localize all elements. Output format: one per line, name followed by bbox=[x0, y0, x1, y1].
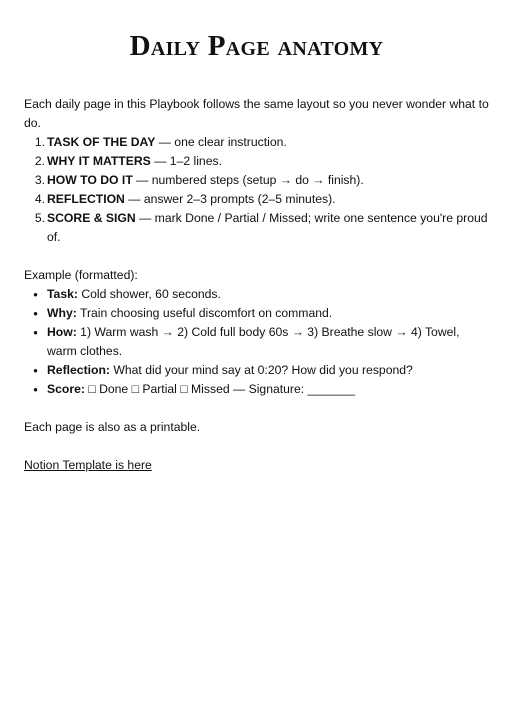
page-content bbox=[24, 95, 491, 475]
example-text: 1) Warm wash → 2) Cold full body 60s → 3) Breathe slow → 4) Towel, warm clothes. bbox=[47, 325, 460, 358]
step-text: — one clear instruction. bbox=[155, 135, 287, 149]
bullet-icon: • bbox=[33, 325, 38, 340]
example-text: □ Done □ Partial □ Missed — Signature: _______ bbox=[84, 382, 355, 396]
list-item bbox=[24, 133, 491, 152]
bullet-icon: • bbox=[33, 363, 38, 378]
list-number: 3. bbox=[34, 173, 45, 187]
step-text: — answer 2–3 prompts (2–5 minutes). bbox=[124, 192, 336, 206]
list-item bbox=[24, 323, 491, 361]
example-text: What did your mind say at 0:20? How did you respond? bbox=[109, 363, 413, 377]
step-text: — numbered steps (setup → do → finish). bbox=[132, 173, 364, 187]
list-item bbox=[24, 190, 491, 209]
page-title: Daily Page anatomy bbox=[129, 30, 384, 62]
bullet-icon: • bbox=[33, 382, 38, 397]
step-label: TASK OF THE DAY bbox=[47, 135, 156, 149]
printable-note: Each page is also as a printable. bbox=[24, 420, 201, 434]
list-number: 4. bbox=[34, 192, 45, 206]
notion-template-link[interactable]: Notion Template is here bbox=[24, 458, 152, 472]
example-label: Reflection: bbox=[47, 363, 110, 377]
step-text: — 1–2 lines. bbox=[150, 154, 222, 168]
intro-paragraph: Each daily page in this Playbook follows the same layout so you never wonder what to do. bbox=[24, 97, 489, 130]
list-item bbox=[24, 380, 491, 399]
step-label: HOW TO DO IT bbox=[47, 173, 133, 187]
step-text: — mark Done / Partial / Missed; write one sentence you're proud of. bbox=[47, 211, 488, 244]
example-label: Why: bbox=[47, 306, 77, 320]
list-item bbox=[24, 152, 491, 171]
list-item bbox=[24, 171, 491, 190]
example-label: How: bbox=[47, 325, 77, 339]
example-heading: Example (formatted): bbox=[24, 268, 138, 282]
list-item bbox=[24, 209, 491, 247]
bullet-icon: • bbox=[33, 306, 38, 321]
example-label: Score: bbox=[47, 382, 85, 396]
step-label: WHY IT MATTERS bbox=[47, 154, 151, 168]
list-item bbox=[24, 304, 491, 323]
bullet-icon: • bbox=[33, 287, 38, 302]
example-list bbox=[24, 285, 491, 399]
example-text: Train choosing useful discomfort on command. bbox=[76, 306, 333, 320]
list-number: 2. bbox=[34, 154, 45, 168]
spacer bbox=[24, 437, 491, 456]
example-label: Task: bbox=[47, 287, 78, 301]
list-item bbox=[24, 361, 491, 380]
list-item bbox=[24, 285, 491, 304]
layout-steps-list bbox=[24, 133, 491, 247]
example-text: Cold shower, 60 seconds. bbox=[77, 287, 221, 301]
spacer bbox=[24, 399, 491, 418]
list-number: 5. bbox=[34, 211, 45, 225]
step-label: SCORE & SIGN bbox=[47, 211, 136, 225]
list-number: 1. bbox=[34, 135, 45, 149]
step-label: REFLECTION bbox=[47, 192, 125, 206]
spacer bbox=[24, 247, 491, 266]
